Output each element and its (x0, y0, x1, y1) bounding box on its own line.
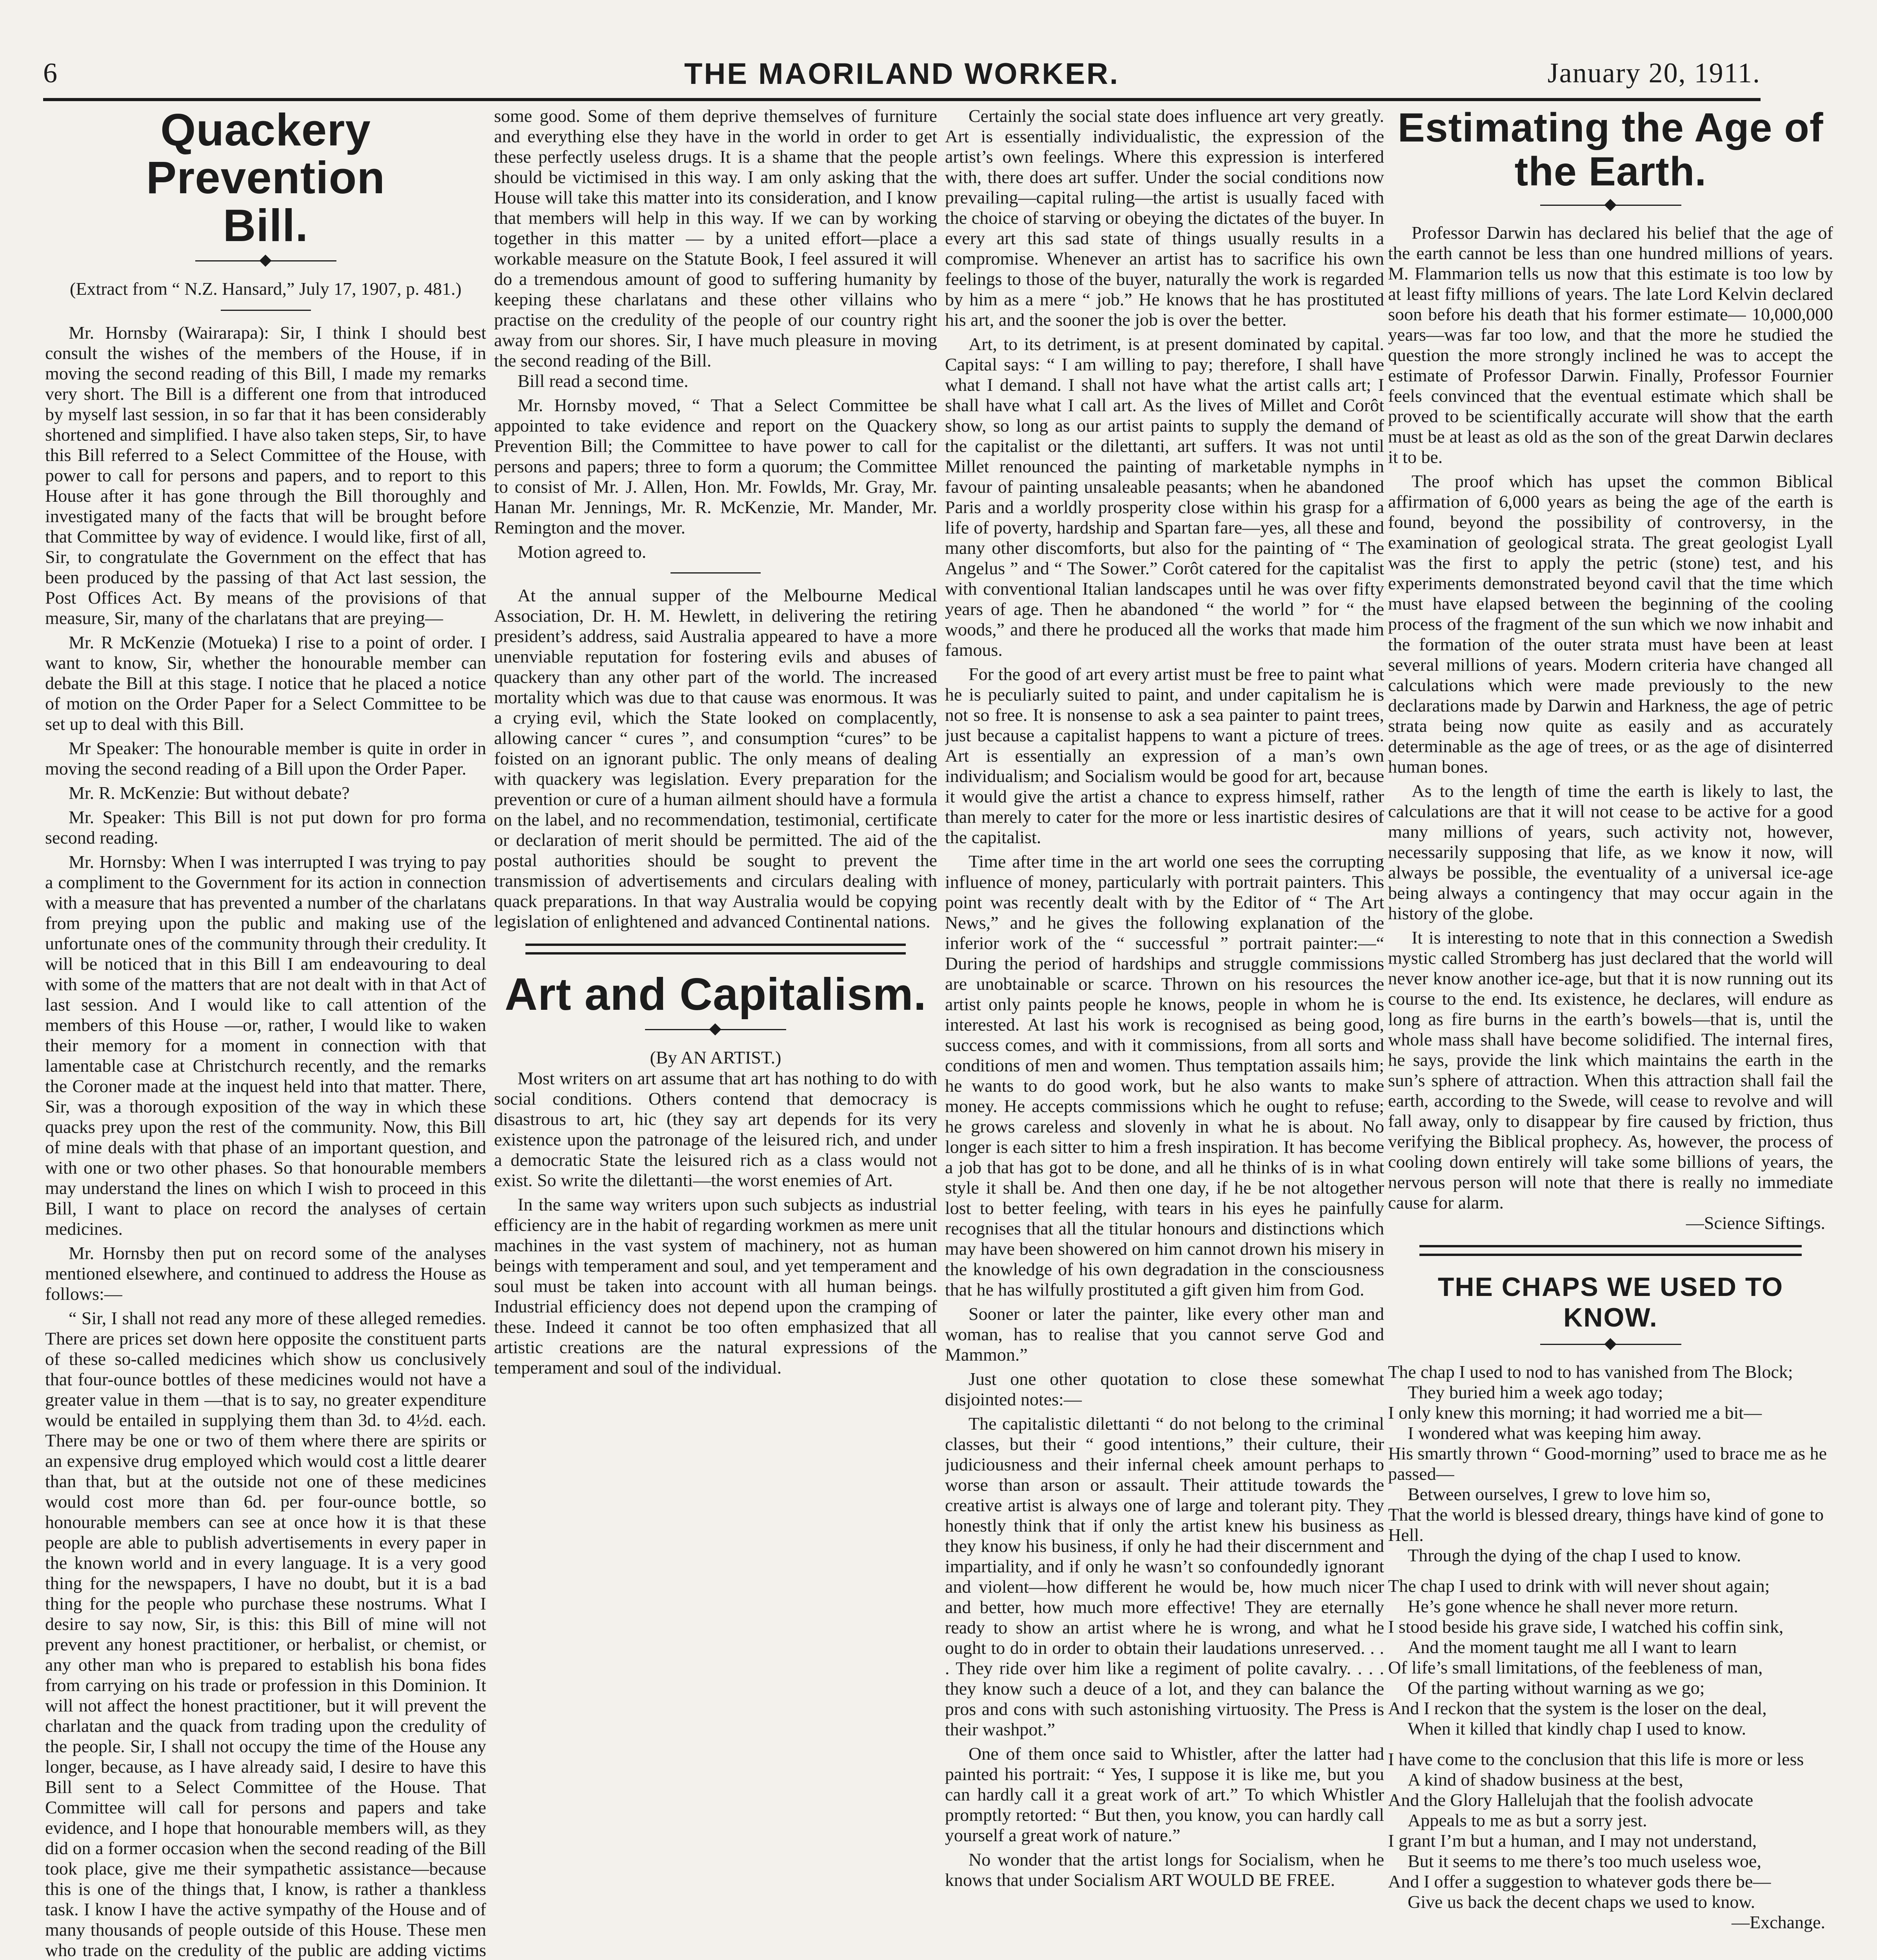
poem-line: And the Glory Hallelujah that the foolish advocate (1388, 1790, 1753, 1810)
column-1 (45, 106, 486, 1960)
poem-line: He’s gone whence he shall never more return. (1408, 1596, 1739, 1616)
earth-paragraph: Professor Darwin has declared his belief that the age of the earth cannot be less than one hundred millions of years. M. Flammarion tells us now that this estimate is too low by at least fifty millions of years. The late Lord Kelvin declared soon before his death that his former estimate— 10,000,000 years—was far too low, and that the more he studied the question the more strongly inclined he was to accept the estimate of Professor Darwin. Finally, Professor Fournier feels convinced that the eventual estimate which shall be proved to be scientifically accurate will show that the earth must be at least as old as the son of the great Darwin declares it to be. (1388, 223, 1833, 467)
art-paragraph: In the same way writers upon such subjects as industrial efficiency are in the habit of regarding workmen as mere unit machines in the vast system of machinery, not as human beings with temperament and soul, and yet temperament and soul must be taken into account with all human beings. Industrial efficiency does not depend upon the cramping of these. Indeed it cannot be too often emphasized that all artistic creations are the natural expressions of the temperament and soul of the individual. (494, 1194, 937, 1377)
art-paragraph: No wonder that the artist longs for Socialism, when he knows that under Socialism ART WOULD BE FREE. (945, 1849, 1384, 1890)
quackery-paragraph: Bill read a second time. (518, 371, 689, 391)
divider (221, 310, 311, 311)
masthead (43, 53, 1761, 96)
stanza-break (1388, 1739, 1833, 1749)
chaps-headline (1388, 1272, 1833, 1333)
column-2 (494, 106, 937, 1960)
poem-line: Appeals to me as but a sorry jest. (1408, 1810, 1647, 1830)
earth-headline-line-2: the Earth. (1514, 149, 1707, 194)
poem-line: And I reckon that the system is the loser on the deal, (1388, 1698, 1767, 1718)
poem-line: That the world is blessed dreary, things have kind of gone to Hell. (1388, 1504, 1824, 1545)
quackery-paragraph: Mr. Hornsby: When I was interrupted I was trying to pay a compliment to the Government for its action in connection with a measure that has prevented a number of the charlatans from preying upon the public and making use of the unfortunate ones of the community through their credulity. It will be noticed that in this Bill I am endeavouring to deal with some of the matters that are not dealt with in that Act of last session. And I would like to call attention of the members of this House —or, rather, I would like to waken their memory for a moment in connection with that lamentable case at Christchurch recently, and the remarks the Coroner made at the inquest held into that matter. There, Sir, was a thorough exposition of the way in which these quacks prey upon the rest of the community. Now, this Bill of mine deals with that phase of an important question, and with one or two other phases. So that honourable members may understand the lines on which I wish to proceed in this Bill, I want to place on record the analyses of certain medicines. (45, 852, 486, 1239)
quackery-paragraph: Mr Speaker: The honourable member is quite in order in moving the second reading of a Bill upon the Order Paper. (45, 738, 486, 779)
art-paragraph: Certainly the social state does influence art very greatly. Art is essentially individualistic, the expression of the artist’s own feelings. Where this expression is interfered with, there does art suffer. Under the social conditions now prevailing—capital ruling—the artist is usually faced with the choice of starving or obeying the dictates of the buyer. In every art this sad state of things usually results in a compromise. Whenever an artist has to sacrifice his own feelings to those of the buyer, naturally the work is regarded by him as a mere “ job.” He knows that he has prostituted his art, and the sooner the job is over the better. (945, 106, 1384, 330)
art-paragraph: Sooner or later the painter, like every other man and woman, has to realise that you cannot serve God and Mammon.” (945, 1304, 1384, 1365)
quackery-headline-line-2: Bill. (223, 200, 309, 251)
column-3 (945, 106, 1384, 1960)
poem-line: And I offer a suggestion to whatever gods there be— (1388, 1871, 1771, 1891)
poem-line: I wondered what was keeping him away. (1408, 1423, 1702, 1443)
quackery-paragraph: Mr. R McKenzie (Motueka) I rise to a point of order. I want to know, Sir, whether the honourable member can debate the Bill at this stage. I notice that he placed a notice of motion on the Order Paper for a Select Committee to be set up to deal with this Bill. (45, 632, 486, 734)
chaps-headline-line-1: THE CHAPS WE USED TO (1437, 1272, 1784, 1302)
quackery-source: (Extract from “ N.Z. Hansard,” July 17, 1907, p. 481.) (70, 279, 462, 299)
quackery-paragraph: Mr. R. McKenzie: But without debate? (69, 783, 350, 803)
quackery-paragraph: Motion agreed to. (518, 542, 647, 562)
ornament-divider (1540, 199, 1681, 211)
poem-line: His smartly thrown “ Good-morning” used to brace me as he passed— (1388, 1443, 1827, 1484)
art-paragraph: For the good of art every artist must be free to paint what he is peculiarly suited to paint, and under capitalism he is not so free. It is nonsense to ask a sea painter to paint trees, just because a capitalist happens to want a picture of trees. Art is essentially an expression of a man’s own individualism; and Socialism would be good for art, because it would give the artist a chance to express himself, rather than merely to cater for the more or less inartistic desires of the capitalist. (945, 664, 1384, 847)
poem-line: The chap I used to nod to has vanished from The Block; (1388, 1362, 1793, 1382)
issue-date: January 20, 1911. (1547, 57, 1761, 89)
poem-line: And the moment taught me all I want to learn (1408, 1637, 1737, 1657)
poem-line: Give us back the decent chaps we used to know. (1408, 1892, 1755, 1912)
quackery-headline-line-1: Quackery Prevention (146, 106, 385, 203)
art-paragraph: Most writers on art assume that art has nothing to do with social conditions. Others contend that democracy is disastrous to art, hic (they say art depends for its very existence upon the patronage of the leisured rich, and under a democratic State the leisured rich as a class would not exist. So write the dilettanti—the worst enemies of Art. (494, 1068, 937, 1190)
melbourne-note: At the annual supper of the Melbourne Medical Association, Dr. H. M. Hewlett, in delivering the retiring president’s address, said Australia appeared to have a more unenviable reputation for fostering evils and abuses of quackery than any other part of the world. The increased mortality which was due to that cause was enormous. It was a crying evil, which the State looked on complacently, allowing cancer “ cures ”, and consumption “cures” to be foisted on an ignorant public. The only means of dealing with quackery was legislation. Every preparation for the prevention or cure of a human ailment should have a formula on the label, and no recommendation, testimonial, certificate or declaration of merit should be permitted. The aid of the postal authorities should be sought to prevent the transmission of advertisements and circulars dealing with quack preparations. In that way Australia would be copying legislation of enlightened and advanced Continental nations. (494, 585, 937, 931)
divider (670, 572, 761, 573)
art-paragraph: One of them once said to Whistler, after the latter had painted his portrait: “ Yes, I suppose it is like me, but you can hardly call it a great work of art.” To which Whistler promptly retorted: “ But then, you know, you can hardly call yourself a great work of nature.” (945, 1744, 1384, 1845)
double-rule (525, 944, 906, 955)
stanza-break (1388, 1566, 1833, 1576)
poem-line: They buried him a week ago today; (1408, 1382, 1663, 1402)
poem-line: A kind of shadow business at the best, (1408, 1769, 1683, 1789)
art-paragraph: Time after time in the art world one sees the corrupting influence of money, particularly with portrait painters. This point was recently dealt with by the Editor of “ The Art News,” and he gives the following explanation of the inferior work of the “ successful ” portrait painter:—“ During the period of hardships and struggle commissions are unobtainable or scarce. Thrown on his resources the artist only paints people he knows, people in whom he is interested. At last his work is recognised as being good, success comes, and with it commissions, from all sorts and conditions of men and women. Thus temptation assails him; he wants to do good work, but he also wants to make money. He accepts commissions which he ought to refuse; he grows careless and slovenly in what he is about. No longer is each sitter to him a fresh inspiration. It has become a job that has got to be done, and all he thinks of is in what style it shall be. And then one day, if he be not altogether lost to better feeling, with tears in his eyes he painfully recognises that all the titular honours and distinctions which may have been showered on him cannot drown his misery in the knowledge of his own degradation in the consciousness that he has wilfully prostituted a gift given him from God. (945, 851, 1384, 1299)
ornament-divider (645, 1024, 786, 1035)
ornament-divider (195, 255, 336, 267)
column-4 (1388, 106, 1833, 1960)
art-headline: Art and Capitalism. (504, 969, 927, 1020)
art-paragraph: Just one other quotation to close these somewhat disjointed notes:— (945, 1369, 1384, 1409)
poem-line: Through the dying of the chap I used to know. (1408, 1545, 1741, 1565)
chaps-headline-line-2: KNOW. (1563, 1303, 1658, 1332)
quackery-speech: “ Sir, I shall not read any more of these alleged remedies. There are prices set down here opposite the constituent parts of these so-called medicines which show us conclusively that four-ounce bottles of these medicines would not have a greater value in them —that is to say, no greater expenditure would be entailed in supplying them than 3d. to 4½d. each. There may be one or two of them where there are spirits or an expensive drug employed which would cost a little dearer than that, but at the outside not one of these medicines would cost more than 6d. per four-ounce bottle, so honourable members can see at once how it is that these people are able to publish advertisements in every paper in the known world and in every language. It is a very good thing for the newspapers, I have no doubt, but it is a bad thing for the people who purchase these nostrums. What I desire to say now, Sir, is this: this Bill of mine will not prevent any honest practitioner, or herbalist, or chemist, or any other man who is prepared to establish his bona fides from carrying on his trade or profession in this Dominion. It will not affect the honest practitioner, but it will prevent the charlatan and the quack from trading upon the credulity of the people. Sir, I shall not occupy the time of the House any longer, because, as I have already said, I desire to have this Bill sent to a Select Committee of the House. That Committee will call for persons and papers and take evidence, and I hope that honourable members will, as they did on a former occasion when the second reading of the Bill took place, give me their sympathetic assistance—because this is one of the things that, I know, is rather a thankless task. I know I have the active sympathy of the House and of many thousands of people outside of this House. These men who trade on the credulity of the public are adding victims (45, 1308, 486, 1960)
quackery-paragraph: Mr. Hornsby moved, “ That a Select Committee be appointed to take evidence and report on the Quackery Prevention Bill; the Committee to have power to call for persons and papers; three to form a quorum; the Committee to consist of Mr. J. Allen, Hon. Mr. Fowlds, Mr. Gray, Mr. Hanan Mr. Jennings, Mr. R. McKenzie, Mr. Mander, Mr. Remington and the mover. (494, 395, 937, 537)
ornament-divider (1540, 1338, 1681, 1350)
quackery-paragraph: Mr. Speaker: This Bill is not put down for pro forma second reading. (45, 807, 486, 848)
quackery-speech-continued (494, 106, 937, 371)
earth-credit: —Science Siftings. (1686, 1213, 1825, 1233)
art-byline: (By AN ARTIST.) (650, 1047, 781, 1067)
quackery-headline (45, 106, 486, 249)
earth-headline (1388, 106, 1833, 194)
chaps-poem (1388, 1362, 1833, 1912)
quackery-paragraph: Mr. Hornsby then put on record some of the analyses mentioned elsewhere, and continued to address the House as follows:— (45, 1243, 486, 1304)
poem-line: But it seems to me there’s too much useless woe, (1408, 1851, 1761, 1871)
quackery-paragraph: Mr. Hornsby (Wairarapa): Sir, I think I should best consult the wishes of the members of the House, if in moving the second reading of this Bill, I made my remarks very short. The Bill is a different one from that introduced by myself last session, in so far that it has been considerably shortened and simplified. I have also taken steps, Sir, to have this Bill referred to a Select Committee of the House, with power to call for persons and papers, and to report to this House after it has gone through the Bill thoroughly and investigated many of the facts that will be brought before that Committee by way of evidence. I would like, first of all, Sir, to congratulate the Government on the effect that has been produced by the passing of that Act last session, the Post Offices Act. By means of the provisions of that measure, Sir, many of the charlatans that are preying— (45, 323, 486, 628)
poem-line: I have come to the conclusion that this life is more or less (1388, 1749, 1804, 1769)
chaps-credit: —Exchange. (1732, 1912, 1825, 1932)
poem-line: When it killed that kindly chap I used to know. (1408, 1719, 1746, 1739)
art-paragraph: The capitalistic dilettanti “ do not belong to the criminal classes, but their “ good intentions,” their culture, their judiciousness and their infernal cheek amount perhaps to worse than arson or assault. Their attitude towards the creative artist is always one of large and tolerant pity. They honestly think that if only the artist knew his business as they know his business, if only he had their discernment and impartiality, and if only he wasn’t so confoundedly ignorant and violent—how different he would be, how much nicer and better, how much more effective! They are eternally ready to show an artist where he is wrong, and what he ought to do in order to obtain their laudations unreserved. . . . They ride over him like a regiment of polite cavalry. . . . they know such a deuce of a lot, and they can balance the pros and cons with such astonishing virtuosity. The Press is their washpot.” (945, 1414, 1384, 1739)
earth-paragraph: It is interesting to note that in this connection a Swedish mystic called Stromberg has just declared that the world will never know another ice-age, but that it is now running out its course to the end. Its existence, he declares, will endure as long as fire burns in the earth’s bowels—that is, until the whole mass shall have become solidified. The internal fires, he says, provide the link which maintains the earth in the sun’s sphere of attraction. When this attraction shall fail the earth, according to the Swede, will cease to revolve and will fall away, only to disappear by fire caused by friction, thus verifying the Biblical prophecy. As, however, the process of cooling down entirely will take some billions of years, the nervous person will note that there is really no immediate cause for alarm. (1388, 927, 1833, 1212)
poem-line: The chap I used to drink with will never shout again; (1388, 1576, 1770, 1596)
earth-paragraph: As to the length of time the earth is likely to last, the calculations are that it will not cease to be active for a good many millions of years, such activity not, however, necessarily supposing that life, as we know it now, will always be possible, the eventuality of a universal ice-age being always a contingency that may occur again in the history of the globe. (1388, 781, 1833, 923)
earth-paragraph: The proof which has upset the common Biblical affirmation of 6,000 years as being the age of the earth is found, beyond the possibility of controversy, in the examination of geological strata. The great geologist Lyall was the first to apply the petric (stone) test, and his experiments demonstrated beyond cavil that the time which must have elapsed between the beginning of the cooling process of the fragment of the sun which we now inhabit and the formation of the outer strata must have been at least several millions of years. Modern criteria have changed all calculations which were made previously to the new declarations made by Darwin and Harkness, the age of petric strata being now quite as easily and as accurately determinable as the age of trees, or as the age of disinterred human bones. (1388, 471, 1833, 777)
double-rule (1419, 1245, 1802, 1256)
page-number: 6 (43, 57, 57, 89)
poem-line: Of life’s small limitations, of the feebleness of man, (1388, 1657, 1763, 1677)
poem-line: I stood beside his grave side, I watched his coffin sink, (1388, 1617, 1784, 1637)
poem-line: Of the parting without warning as we go; (1408, 1678, 1705, 1698)
masthead-rule (43, 98, 1761, 101)
poem-line: Between ourselves, I grew to love him so, (1408, 1484, 1711, 1504)
poem-line: I only knew this morning; it had worried me a bit— (1388, 1403, 1762, 1423)
poem-line: I grant I’m but a human, and I may not understand, (1388, 1831, 1757, 1851)
paper-title: THE MAORILAND WORKER. (684, 57, 1119, 91)
earth-headline-line-1: Estimating the Age of (1397, 106, 1824, 151)
art-paragraph: Art, to its detriment, is at present dominated by capital. Capital says: “ I am willing to pay; therefore, I shall have what I demand. I shall not have what the artist calls art; I shall have what I call art. As the lives of Millet and Corôt show, so long as our artist paints to supply the demand of the capitalist or the dilettanti, art suffers. It was not until Millet renounced the painting of marketable nymphs in favour of painting unsaleable peasants; when he abandoned Paris and a worldly prosperity close within his grasp for a life of poverty, hardship and Spartan fare—yes, all these and many other discomforts, but also for the painting of “ The Angelus ” and “ The Sower.” Corôt catered for the capitalist with conventional Italian landscapes until he was over fifty years of age. Then he abandoned “ the world ” for “ the woods,” and there he produced all the works that made him famous. (945, 334, 1384, 660)
quackery-speech-continued-text: some good. Some of them deprive themselves of furniture and everything else they have in the world in order to get these perfectly useless drugs. It is a shame that the people should be victimised in this way. I am only asking that the House will take this matter into its consideration, and I know that members will help in this way. If we can by working together in this matter — by a united effort—place a workable measure on the Statute Book, I feel assured it will do a tremendous amount of good to suffering humanity by keeping these charlatans and these other villains who practise on the credulity of the people of our country right away from our shores. Sir, I have much pleasure in moving the second reading of the Bill. (494, 106, 937, 370)
